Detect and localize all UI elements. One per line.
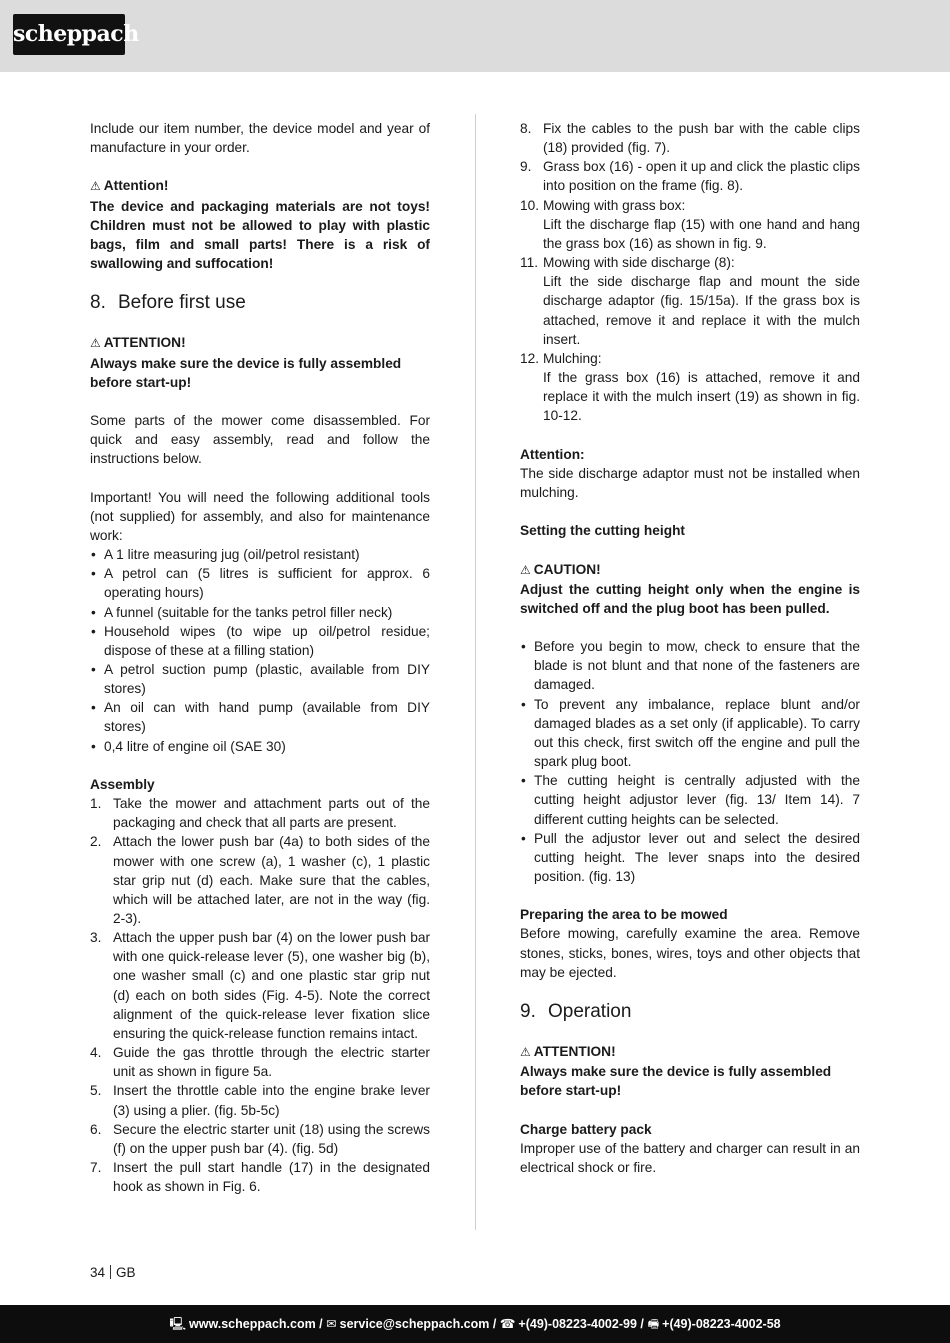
attention-heading: ⚠ ATTENTION!	[520, 1044, 616, 1060]
page-number: 34 GB	[90, 1265, 136, 1280]
prep-text: Before mowing, carefully examine the area. Remove stones, sticks, bones, wires, toys and other objects that may be ejected.	[520, 926, 860, 980]
warning-triangle-icon: ⚠	[520, 562, 531, 577]
list-item: 5. Insert the throttle cable into the engine brake lever (3) using a plier. (fig. 5b-5c)	[90, 1083, 430, 1118]
list-item: • A petrol suction pump (plastic, available from DIY stores)	[91, 662, 430, 697]
list-item: 1. Take the mower and attachment parts out of the packaging and check that all parts are present.	[90, 796, 430, 831]
list-item: 10. Mowing with grass box: Lift the discharge flap (15) with one hand and hang the grass box (16) as shown in fig. 9.	[520, 197, 860, 251]
left-column	[90, 119, 430, 1196]
attention-text: The side discharge adaptor must not be installed when mulching.	[520, 465, 860, 500]
list-item: • The cutting height is centrally adjusted with the cutting height adjustor lever (fig. 13/ Item 14). 7 different cutting heights can be selected.	[521, 773, 860, 827]
footer-phone: +(49)-08223-4002-99 /	[518, 1317, 644, 1331]
list-item: 3. Attach the upper push bar (4) on the lower push bar with one quick-release lever (5), one washer big (b), one washer small (c) and one plastic star grip nut (d) each on both sides (Fig. 4-5). Note the correct alignment of the quick-release lever fixation slice ensuring the quick-release function remains intact.	[90, 930, 430, 1041]
tools-intro-paragraph: Important! You will need the following additional tools (not supplied) for assembly, and also for maintenance work:	[90, 489, 430, 543]
scheppach-logo: scheppach	[13, 14, 125, 55]
warning-triangle-icon: ⚠	[90, 179, 101, 194]
attention-text: Always make sure the device is fully assembled before start-up!	[520, 1064, 832, 1099]
cutting-height-heading: Setting the cutting height	[520, 523, 685, 539]
list-item: • Household wipes (to wipe up oil/petrol residue; dispose of these at a filling station)	[91, 623, 430, 658]
section-heading-9: 9. Operation	[520, 1000, 632, 1022]
header-bar	[0, 0, 950, 72]
list-item: 4. Guide the gas throttle through the electric starter unit as shown in figure 5a.	[90, 1045, 430, 1080]
list-item: • An oil can with hand pump (available from DIY stores)	[91, 700, 430, 735]
list-item: • Before you begin to mow, check to ensure that the blade is not blunt and that none of the fasteners are damaged.	[521, 639, 860, 693]
attention-text: The device and packaging materials are not toys! Children must not be allowed to play with plastic bags, film and small parts! There is a risk of swallowing and suffocation!	[90, 198, 430, 272]
list-item: 2. Attach the lower push bar (4a) to both sides of the mower with one screw (a), 1 washer (c), 1 plastic star grip nut (d) each. Make sure that the cables, which will be attached later, are not in the way (fig. 2-3).	[90, 834, 430, 927]
attention-heading: Attention:	[520, 446, 585, 462]
list-item: • 0,4 litre of engine oil (SAE 30)	[91, 738, 286, 754]
attention-heading: ⚠ ATTENTION!	[90, 335, 186, 351]
assembly-intro-paragraph: Some parts of the mower come disassembled. For quick and easy assembly, read and follow the instructions below.	[90, 412, 430, 467]
right-column	[520, 119, 860, 1177]
attention-heading: ⚠ Attention!	[90, 178, 169, 194]
column-divider	[475, 114, 476, 1230]
assembly-steps-continued-list	[520, 119, 860, 426]
order-info-paragraph: Include our item number, the device model and year of manufacture in your order.	[90, 121, 430, 156]
list-item: 7. Insert the pull start handle (17) in the designated hook as shown in Fig. 6.	[90, 1160, 430, 1195]
list-item: 6. Secure the electric starter unit (18) using the screws (f) on the upper push bar (4). (fig. 5d)	[90, 1121, 430, 1156]
list-item: • A 1 litre measuring jug (oil/petrol resistant)	[91, 547, 360, 563]
tools-list	[90, 545, 430, 756]
mail-icon: ✉	[326, 1317, 337, 1331]
footer-fax: +(49)-08223-4002-58	[662, 1317, 781, 1331]
computer-icon: 🖳	[169, 1317, 187, 1331]
footer-bar	[0, 1305, 950, 1343]
list-item: 9. Grass box (16) - open it up and click the plastic clips into position on the frame (fig. 8).	[520, 159, 860, 194]
assembly-heading: Assembly	[90, 776, 155, 792]
cutting-height-list	[520, 637, 860, 886]
prep-heading: Preparing the area to be mowed	[520, 907, 728, 923]
warning-triangle-icon: ⚠	[90, 336, 101, 351]
list-item: 11. Mowing with side discharge (8): Lift the side discharge flap and mount the side discharge adaptor (fig. 15/15a). If the grass box is attached, remove it and replace it with the mulch insert.	[520, 255, 860, 347]
battery-heading: Charge battery pack	[520, 1121, 652, 1137]
footer-web-link[interactable]: www.scheppach.com /	[189, 1317, 323, 1331]
warning-triangle-icon: ⚠	[520, 1045, 531, 1060]
caution-heading: ⚠ CAUTION!	[520, 561, 601, 577]
caution-text: Adjust the cutting height only when the engine is switched off and the plug boot has been pulled.	[520, 581, 860, 616]
attention-text: Always make sure the device is fully assembled before start-up!	[90, 355, 402, 390]
list-item: 12. Mulching: If the grass box (16) is attached, remove it and replace it with the mulch insert (19) as shown in fig. 10-12.	[520, 350, 860, 424]
fax-icon: 🖷	[647, 1317, 660, 1331]
section-heading-8: 8. Before first use	[90, 292, 246, 314]
list-item: 8. Fix the cables to the push bar with the cable clips (18) provided (fig. 7).	[520, 121, 860, 156]
list-item: • A funnel (suitable for the tanks petrol filler neck)	[91, 604, 393, 620]
battery-text: Improper use of the battery and charger can result in an electrical shock or fire.	[520, 1140, 860, 1176]
list-item: • Pull the adjustor lever out and select the desired cutting height. The lever snaps into the desired position. (fig. 13)	[521, 830, 860, 885]
list-item: • To prevent any imbalance, replace blunt and/or damaged blades as a set only (if applicable). To carry out this check, first switch off the engine and pull the spark plug boot.	[521, 696, 860, 770]
assembly-steps-list	[90, 794, 430, 1196]
list-item: • A petrol can (5 litres is sufficient for approx. 6 operating hours)	[91, 566, 430, 601]
footer-mail-link[interactable]: service@scheppach.com /	[339, 1317, 497, 1331]
phone-icon: ☎	[499, 1317, 516, 1331]
